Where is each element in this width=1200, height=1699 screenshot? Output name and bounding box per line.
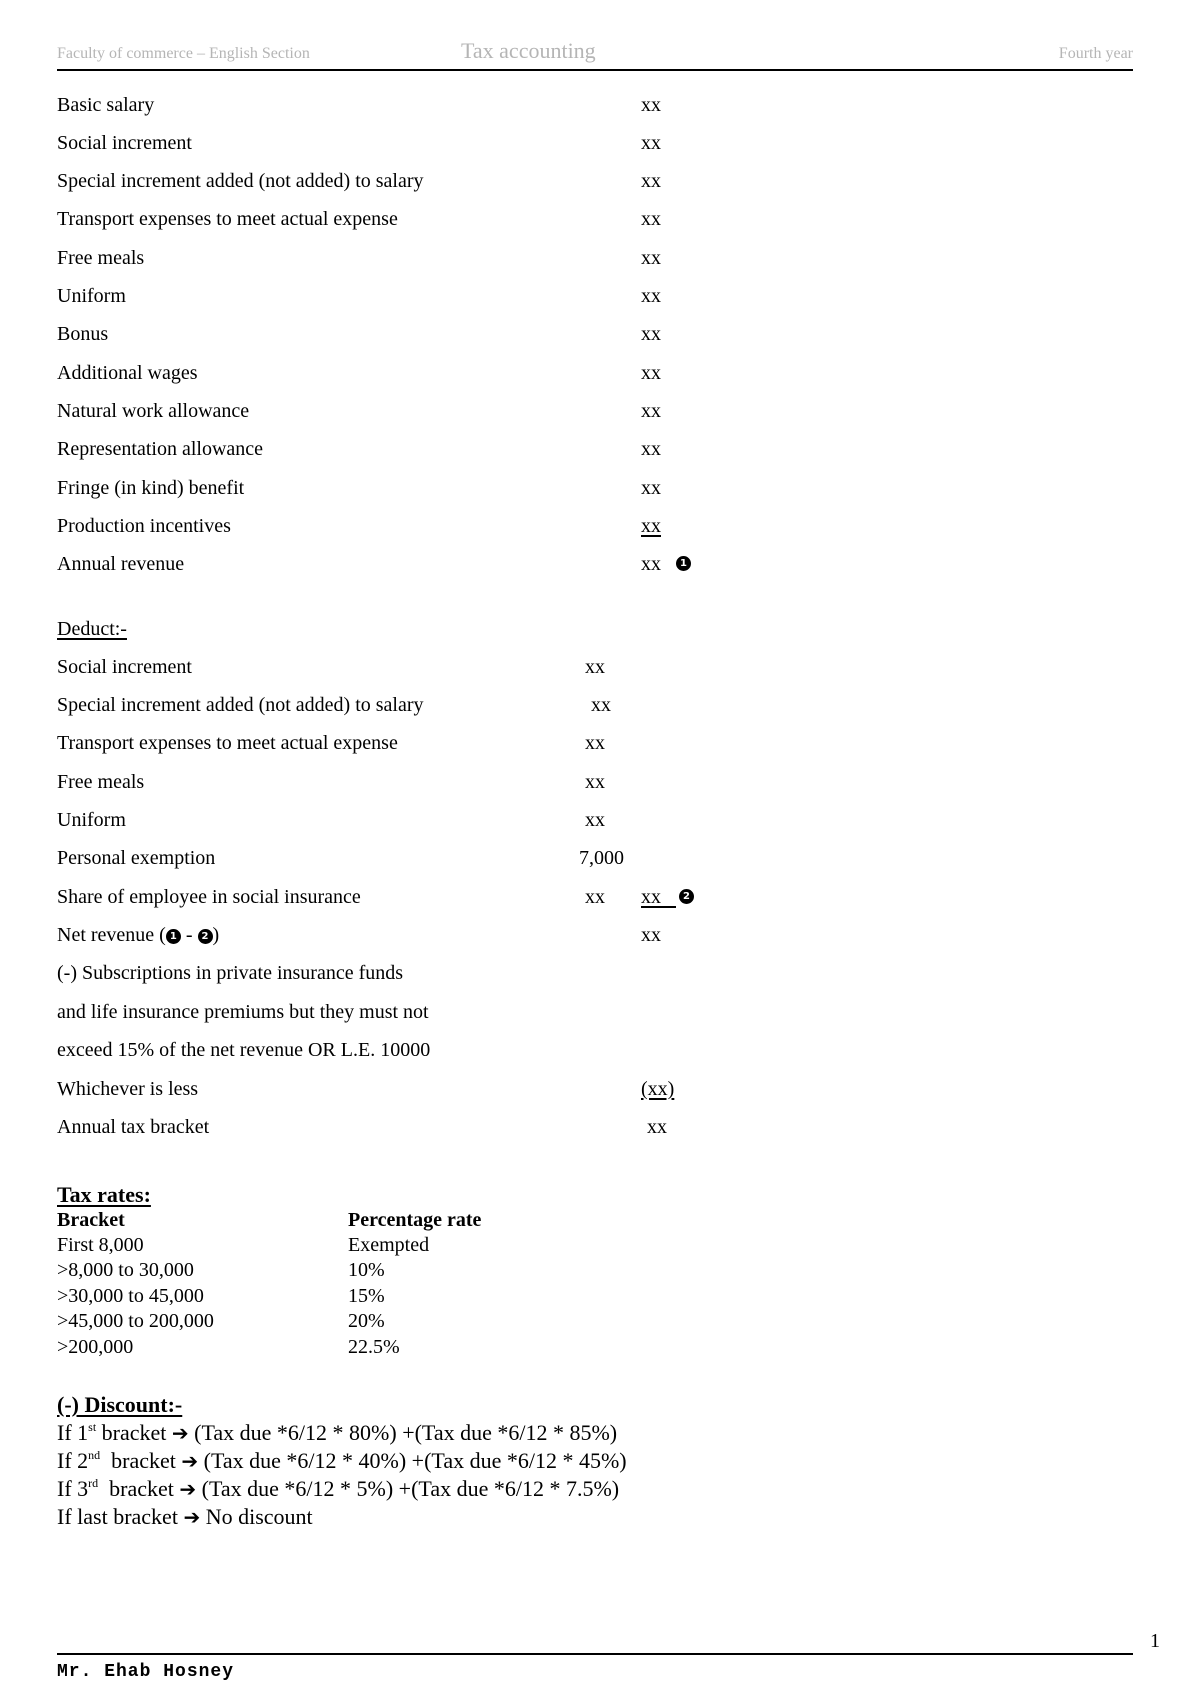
income-label: Basic salary (57, 94, 155, 116)
deduct-value: xx (591, 694, 611, 716)
income-value: xx (641, 170, 661, 192)
income-label: Natural work allowance (57, 400, 250, 422)
net-revenue-prefix: Net revenue ( (57, 924, 166, 946)
income-value: xx (641, 362, 661, 384)
income-row (57, 90, 857, 120)
header-right: Fourth year (1058, 45, 1133, 62)
subscriptions-text: Whichever is less (57, 1078, 199, 1100)
footer-author: Mr. Ehab Hosney (57, 1662, 235, 1682)
deduct-row (57, 728, 857, 758)
discount-line (57, 1503, 313, 1531)
deduct-value: xx (585, 886, 605, 908)
rate-cell: 15% (348, 1285, 385, 1307)
income-row (57, 166, 857, 196)
income-row (57, 511, 857, 541)
income-value: xx (641, 553, 661, 575)
income-value: xx (641, 323, 661, 345)
deduct-total (641, 882, 676, 912)
income-row (57, 319, 857, 349)
deduct-label: Personal exemption (57, 847, 216, 869)
deduct-heading-row (57, 614, 857, 644)
income-label: Fringe (in kind) benefit (57, 477, 245, 499)
header-divider (57, 69, 1133, 71)
discount-word: bracket (100, 1448, 182, 1473)
deduct-label: Social increment (57, 656, 192, 678)
bracket-cell: >200,000 (57, 1336, 134, 1358)
income-label: Uniform (57, 285, 126, 307)
arrow-right-icon: ➔ (183, 1505, 201, 1529)
subscriptions-line (57, 958, 857, 988)
income-row (57, 204, 857, 234)
deduct-row (57, 805, 857, 835)
rate-cell: 22.5% (348, 1336, 400, 1358)
subscriptions-line (57, 1074, 857, 1104)
rate-cell: 20% (348, 1310, 385, 1332)
annual-tax-bracket-value: xx (647, 1116, 667, 1138)
discount-pre: If 2 (57, 1448, 89, 1473)
discount-title: (-) Discount:- (57, 1392, 183, 1417)
deduct-label: Share of employee in social insurance (57, 886, 361, 908)
discount-word: bracket (98, 1476, 180, 1501)
deduct-row (57, 652, 857, 682)
header-title: Tax accounting (461, 38, 596, 63)
income-row (57, 473, 857, 503)
col-header-bracket: Bracket (57, 1209, 125, 1231)
subscriptions-text: and life insurance premiums but they must not (57, 1001, 429, 1023)
discount-pre: If 1 (57, 1420, 89, 1445)
page-header (57, 38, 1133, 70)
rate-cell: 10% (348, 1259, 385, 1281)
deduct-value: xx (585, 771, 605, 793)
deduct-row (57, 767, 857, 797)
income-value: xx (641, 208, 661, 230)
annual-tax-bracket-row (57, 1112, 857, 1142)
tax-rates-title: Tax rates: (57, 1182, 151, 1207)
discount-pre: If 3 (57, 1476, 89, 1501)
marker-two-icon: 2 (679, 889, 694, 904)
subscriptions-text: (-) Subscriptions in private insurance funds (57, 962, 404, 984)
marker-one-icon: 1 (166, 929, 181, 944)
deduct-row (57, 882, 857, 912)
deduct-value: xx (585, 656, 605, 678)
annual-tax-bracket-label: Annual tax bracket (57, 1116, 210, 1138)
deduct-label: Special increment added (not added) to salary (57, 694, 424, 716)
deduct-row (57, 843, 857, 873)
bracket-cell: >8,000 to 30,000 (57, 1259, 194, 1281)
arrow-right-icon: ➔ (179, 1477, 197, 1501)
net-revenue-value: xx (641, 924, 661, 946)
subscriptions-line (57, 997, 857, 1027)
deduct-label: Free meals (57, 771, 145, 793)
subscriptions-text: exceed 15% of the net revenue OR L.E. 10000 (57, 1039, 431, 1061)
deduct-row (57, 690, 857, 720)
discount-text: (Tax due *6/12 * 40%) +(Tax due *6/12 * 45%) (198, 1448, 627, 1473)
deduct-value: 7,000 (579, 847, 624, 869)
income-label: Transport expenses to meet actual expense (57, 208, 398, 230)
bracket-cell: >45,000 to 200,000 (57, 1310, 214, 1332)
discount-word: bracket (96, 1420, 172, 1445)
discount-line (57, 1419, 617, 1447)
subscriptions-line (57, 1035, 857, 1065)
income-label: Additional wages (57, 362, 198, 384)
income-label: Free meals (57, 247, 145, 269)
discount-line (57, 1475, 619, 1503)
discount-text: (Tax due *6/12 * 5%) +(Tax due *6/12 * 7.5%) (196, 1476, 620, 1501)
discount-sup: st (88, 1420, 97, 1434)
income-row (57, 281, 857, 311)
deduct-heading: Deduct:- (57, 618, 127, 640)
discount-sup: rd (88, 1476, 99, 1490)
subscriptions-value: (xx) (641, 1078, 675, 1100)
net-revenue-label (57, 920, 219, 950)
bracket-cell: First 8,000 (57, 1234, 144, 1256)
income-value: xx (641, 477, 661, 499)
deduct-total-value: xx (641, 886, 661, 908)
income-value: xx (641, 515, 661, 537)
marker-two-icon: 2 (198, 929, 213, 944)
income-row (57, 358, 857, 388)
income-value: xx (641, 132, 661, 154)
marker-one-icon: 1 (676, 556, 691, 571)
income-value: xx (641, 94, 661, 116)
rate-cell: Exempted (348, 1234, 430, 1256)
income-label: Social increment (57, 132, 192, 154)
income-label: Representation allowance (57, 438, 264, 460)
discount-line (57, 1447, 627, 1475)
income-label: Bonus (57, 323, 109, 345)
discount-text: No discount (200, 1504, 313, 1529)
deduct-value: xx (585, 732, 605, 754)
col-header-rate: Percentage rate (348, 1209, 482, 1231)
deduct-label: Transport expenses to meet actual expense (57, 732, 398, 754)
income-row (57, 128, 857, 158)
deduct-label: Uniform (57, 809, 126, 831)
discount-text: (Tax due *6/12 * 80%) +(Tax due *6/12 * 85%) (188, 1420, 618, 1445)
income-label: Special increment added (not added) to salary (57, 170, 424, 192)
net-revenue-suffix: ) (212, 924, 220, 946)
net-revenue-row (57, 920, 857, 950)
page-number: 1 (1150, 1630, 1160, 1652)
income-value: xx (641, 400, 661, 422)
income-row (57, 243, 857, 273)
discount-pre: If last bracket (57, 1504, 184, 1529)
discount-sup: nd (88, 1448, 101, 1462)
income-row (57, 396, 857, 426)
income-value: xx (641, 438, 661, 460)
arrow-right-icon: ➔ (171, 1421, 189, 1445)
deduct-value: xx (585, 809, 605, 831)
annual-revenue-row (57, 549, 857, 579)
income-value: xx (641, 285, 661, 307)
arrow-right-icon: ➔ (181, 1449, 199, 1473)
bracket-cell: >30,000 to 45,000 (57, 1285, 204, 1307)
income-value: xx (641, 247, 661, 269)
income-row (57, 434, 857, 464)
net-revenue-sep: - (180, 924, 198, 946)
income-label: Production incentives (57, 515, 231, 537)
header-left: Faculty of commerce – English Section (57, 45, 310, 62)
income-label: Annual revenue (57, 553, 185, 575)
footer-divider (57, 1653, 1133, 1655)
